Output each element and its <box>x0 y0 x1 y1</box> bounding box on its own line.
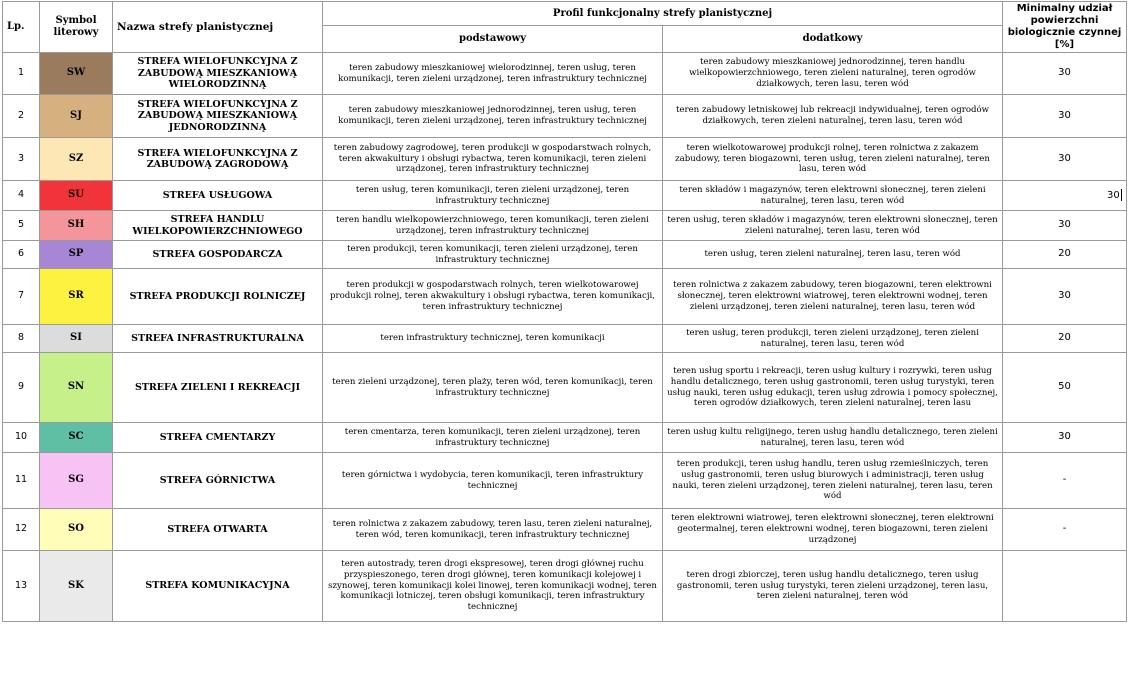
row-number: 11 <box>3 453 40 509</box>
min-bio-share[interactable]: 30 <box>1003 211 1127 241</box>
zone-name: STREFA ZIELENI I REKREACJI <box>113 353 323 423</box>
basic-profile: teren produkcji w gospodarstwach rolnych, teren wielkotowarowej produkcji rolnej, teren akwakultury i obsługi rybactwa, teren komunikacji, teren infrastruktury technicznej <box>323 269 663 325</box>
zone-symbol: SJ <box>40 95 113 138</box>
row-number: 13 <box>3 551 40 622</box>
min-bio-share[interactable]: 20 <box>1003 241 1127 269</box>
table-row <box>3 241 1127 269</box>
zone-symbol: SN <box>40 353 113 423</box>
row-number: 1 <box>3 53 40 95</box>
min-bio-share[interactable]: 50 <box>1003 353 1127 423</box>
row-number: 12 <box>3 509 40 551</box>
zone-name: STREFA OTWARTA <box>113 509 323 551</box>
row-number: 10 <box>3 423 40 453</box>
additional-profile: teren usług, teren zieleni naturalnej, teren lasu, teren wód <box>663 241 1003 269</box>
table-body <box>3 53 1127 622</box>
row-number: 8 <box>3 325 40 353</box>
table-row <box>3 138 1127 181</box>
additional-profile: teren wielkotowarowej produkcji rolnej, teren rolnictwa z zakazem zabudowy, teren biogazowni, teren usług, teren zieleni naturalnej, teren lasu, teren wód <box>663 138 1003 181</box>
table-row <box>3 509 1127 551</box>
header-basic: podstawowy <box>323 26 663 53</box>
additional-profile: teren usług sportu i rekreacji, teren usług kultury i rozrywki, teren usług handlu detalicznego, teren usług gastronomii, teren usług turystyki, teren usług nauki, teren usług edukacji, teren usług zdrowia i pomocy społecznej, teren ogrodów działkowych, teren zieleni naturalnej, teren lasu <box>663 353 1003 423</box>
zone-symbol: SP <box>40 241 113 269</box>
header-min-share: Minimalny udział powierzchni biologicznie czynnej [%] <box>1003 2 1127 53</box>
min-bio-share[interactable]: 30 <box>1003 53 1127 95</box>
basic-profile: teren zieleni urządzonej, teren plaży, teren wód, teren komunikacji, teren infrastruktury technicznej <box>323 353 663 423</box>
row-number: 9 <box>3 353 40 423</box>
table-row <box>3 95 1127 138</box>
additional-profile: teren usług, teren składów i magazynów, teren elektrowni słonecznej, teren zieleni naturalnej, teren lasu, teren wód <box>663 211 1003 241</box>
zone-symbol: SZ <box>40 138 113 181</box>
zone-name: STREFA CMENTARZY <box>113 423 323 453</box>
header-additional: dodatkowy <box>663 26 1003 53</box>
basic-profile: teren infrastruktury technicznej, teren komunikacji <box>323 325 663 353</box>
additional-profile: teren usług, teren produkcji, teren zieleni urządzonej, teren zieleni naturalnej, teren lasu, teren wód <box>663 325 1003 353</box>
zone-symbol: SW <box>40 53 113 95</box>
zone-name: STREFA USŁUGOWA <box>113 181 323 211</box>
header-lp: Lp. <box>3 2 40 53</box>
min-bio-share[interactable]: 30 <box>1003 181 1127 211</box>
basic-profile: teren zabudowy mieszkaniowej jednorodzinnej, teren usług, teren komunikacji, teren zieleni urządzonej, teren infrastruktury technicznej <box>323 95 663 138</box>
table-row <box>3 325 1127 353</box>
zone-name: STREFA KOMUNIKACYJNA <box>113 551 323 622</box>
additional-profile: teren rolnictwa z zakazem zabudowy, teren biogazowni, teren elektrowni słonecznej, teren elektrowni wiatrowej, teren elektrowni wodnej, teren zieleni urządzonej, teren zieleni naturalnej, teren lasu, teren wód <box>663 269 1003 325</box>
additional-profile: teren składów i magazynów, teren elektrowni słonecznej, teren zieleni naturalnej, teren lasu, teren wód <box>663 181 1003 211</box>
min-bio-share[interactable]: 20 <box>1003 325 1127 353</box>
row-number: 5 <box>3 211 40 241</box>
basic-profile: teren górnictwa i wydobycia, teren komunikacji, teren infrastruktury technicznej <box>323 453 663 509</box>
basic-profile: teren produkcji, teren komunikacji, teren zieleni urządzonej, teren infrastruktury technicznej <box>323 241 663 269</box>
header-name: Nazwa strefy planistycznej <box>113 2 323 53</box>
zone-symbol: SO <box>40 509 113 551</box>
basic-profile: teren cmentarza, teren komunikacji, teren zieleni urządzonej, teren infrastruktury technicznej <box>323 423 663 453</box>
zone-name: STREFA WIELOFUNKCYJNA Z ZABUDOWĄ ZAGRODOWĄ <box>113 138 323 181</box>
table-row <box>3 353 1127 423</box>
row-number: 2 <box>3 95 40 138</box>
text-caret <box>1121 189 1122 201</box>
row-number: 6 <box>3 241 40 269</box>
table-row <box>3 181 1127 211</box>
additional-profile: teren drogi zbiorczej, teren usług handlu detalicznego, teren usług gastronomii, teren usług turystyki, teren zieleni urządzonej, teren lasu, teren zieleni naturalnej, teren wód <box>663 551 1003 622</box>
basic-profile: teren zabudowy zagrodowej, teren produkcji w gospodarstwach rolnych, teren akwakultury i obsługi rybactwa, teren komunikacji, teren zieleni urządzonej, teren infrastruktury technicznej <box>323 138 663 181</box>
additional-profile: teren zabudowy mieszkaniowej jednorodzinnej, teren handlu wielkopowierzchniowego, teren zieleni naturalnej, teren ogrodów działkowych, teren lasu, teren wód <box>663 53 1003 95</box>
zone-name: STREFA PRODUKCJI ROLNICZEJ <box>113 269 323 325</box>
header-symbol: Symbol literowy <box>40 2 113 53</box>
zone-symbol: SI <box>40 325 113 353</box>
basic-profile: teren handlu wielkopowierzchniowego, teren komunikacji, teren zieleni urządzonej, teren infrastruktury technicznej <box>323 211 663 241</box>
basic-profile: teren zabudowy mieszkaniowej wielorodzinnej, teren usług, teren komunikacji, teren zieleni urządzonej, teren infrastruktury technicznej <box>323 53 663 95</box>
table-row <box>3 269 1127 325</box>
table-row <box>3 53 1127 95</box>
table-row <box>3 211 1127 241</box>
row-number: 7 <box>3 269 40 325</box>
zone-name: STREFA WIELOFUNKCYJNA Z ZABUDOWĄ MIESZKANIOWĄ JEDNORODZINNĄ <box>113 95 323 138</box>
zone-symbol: SR <box>40 269 113 325</box>
zone-name: STREFA HANDLU WIELKOPOWIERZCHNIOWEGO <box>113 211 323 241</box>
table-row <box>3 423 1127 453</box>
zone-symbol: SU <box>40 181 113 211</box>
min-bio-share[interactable]: 30 <box>1003 95 1127 138</box>
basic-profile: teren usług, teren komunikacji, teren zieleni urządzonej, teren infrastruktury technicznej <box>323 181 663 211</box>
min-bio-share[interactable] <box>1003 551 1127 622</box>
table-row <box>3 453 1127 509</box>
zone-name: STREFA GÓRNICTWA <box>113 453 323 509</box>
additional-profile: teren zabudowy letniskowej lub rekreacji indywidualnej, teren ogrodów działkowych, teren zieleni naturalnej, teren lasu, teren wód <box>663 95 1003 138</box>
basic-profile: teren rolnictwa z zakazem zabudowy, teren lasu, teren zieleni naturalnej, teren wód, teren komunikacji, teren infrastruktury technicznej <box>323 509 663 551</box>
min-bio-share[interactable]: - <box>1003 509 1127 551</box>
min-bio-share[interactable]: - <box>1003 453 1127 509</box>
header-profile: Profil funkcjonalny strefy planistycznej <box>323 2 1003 26</box>
zone-symbol: SK <box>40 551 113 622</box>
zone-name: STREFA WIELOFUNKCYJNA Z ZABUDOWĄ MIESZKANIOWĄ WIELORODZINNĄ <box>113 53 323 95</box>
zones-table <box>2 1 1127 622</box>
row-number: 3 <box>3 138 40 181</box>
table-row <box>3 551 1127 622</box>
additional-profile: teren usług kultu religijnego, teren usług handlu detalicznego, teren zieleni naturalnej, teren lasu, teren wód <box>663 423 1003 453</box>
min-bio-share[interactable]: 30 <box>1003 138 1127 181</box>
zone-symbol: SG <box>40 453 113 509</box>
additional-profile: teren produkcji, teren usług handlu, teren usług rzemieślniczych, teren usług gastronomii, teren usług biurowych i administracji, teren usług nauki, teren zieleni urządzonej, teren zieleni naturalnej, teren lasu, teren wód <box>663 453 1003 509</box>
min-bio-share[interactable]: 30 <box>1003 269 1127 325</box>
zone-symbol: SC <box>40 423 113 453</box>
additional-profile: teren elektrowni wiatrowej, teren elektrowni słonecznej, teren elektrowni geotermalnej, teren elektrowni wodnej, teren biogazowni, teren zieleni urządzonej <box>663 509 1003 551</box>
zone-name: STREFA INFRASTRUKTURALNA <box>113 325 323 353</box>
zone-name: STREFA GOSPODARCZA <box>113 241 323 269</box>
row-number: 4 <box>3 181 40 211</box>
zone-symbol: SH <box>40 211 113 241</box>
basic-profile: teren autostrady, teren drogi ekspresowej, teren drogi głównej ruchu przyspieszonego, teren drogi głównej, teren komunikacji kolejowej i szynowej, teren komunikacji kolei linowej, teren komunikacji wodnej, teren komunikacji lotniczej, teren obsługi komunikacji, teren infrastruktury technicznej <box>323 551 663 622</box>
min-bio-share[interactable]: 30 <box>1003 423 1127 453</box>
